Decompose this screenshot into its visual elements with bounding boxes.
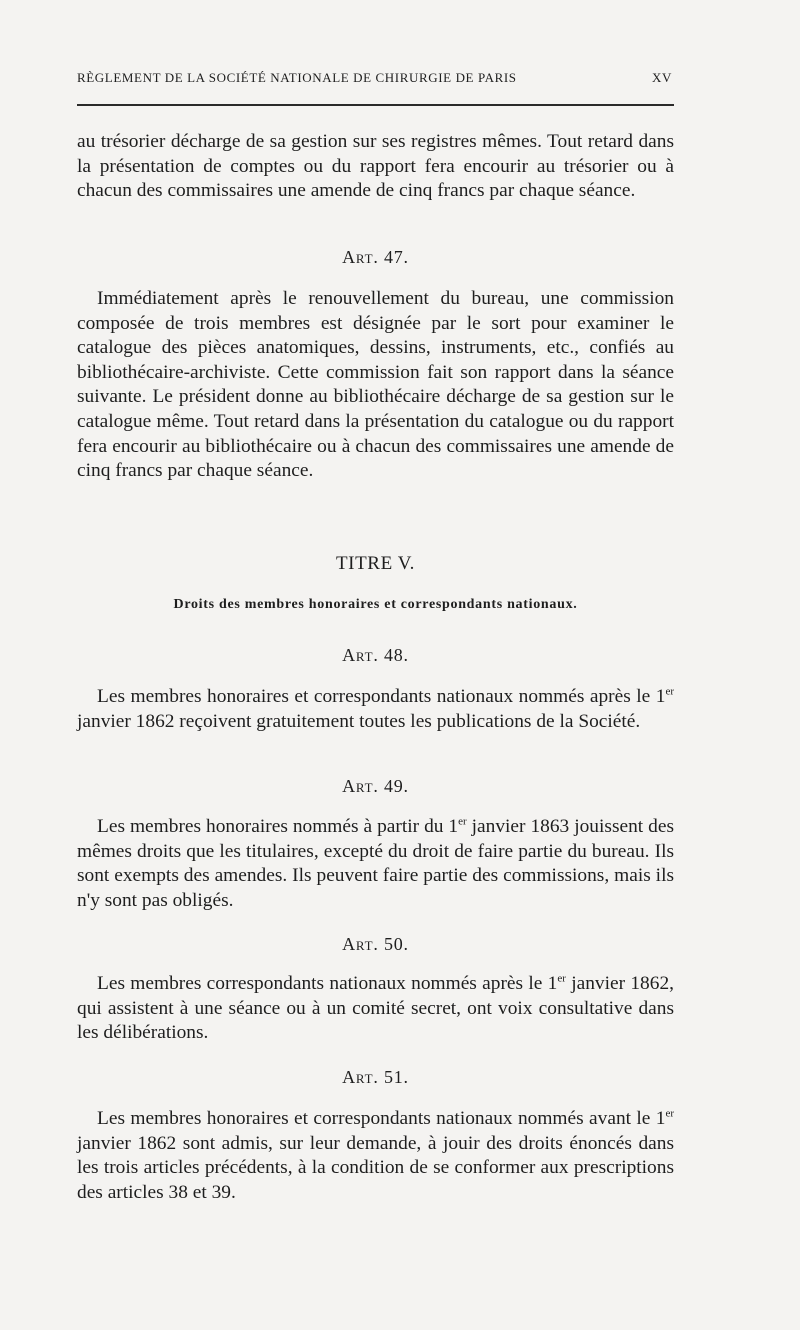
running-head [77,70,672,86]
article-51-heading: Art. 51. [342,1067,409,1087]
running-title: RÈGLEMENT DE LA SOCIÉTÉ NATIONALE DE CHIRURGIE DE PARIS [77,70,517,85]
article-51-text-b: janvier 1862 sont admis, sur leur demande, à jouir des droits énoncés dans les trois articles précédents, à la condition de se conformer aux prescriptions des articles 38 et 39. [77,1132,674,1203]
article-50-text-b: janvier 1862, qui assistent à une séance ou à un comité secret, ont voix consultative dans les délibérations. [77,973,674,1044]
article-47-text: Immédiatement après le renouvellement du bureau, une commission composée de trois membres est désignée par le sort pour examiner le catalogue des pièces anatomiques, dessins, instruments, etc., confiés au bibliothécaire-archiviste. Cette commission fait son rapport dans la séance suivante. Le président donne au bibliothécaire décharge de sa gestion sur le catalogue même. Tout retard dans la présentation du catalogue ou du rapport fera encourir au bibliothécaire ou à chacun des commissaires une amende de cinq francs par chaque séance. [77,288,674,482]
header-rule [77,104,674,106]
article-48-heading: Art. 48. [342,645,409,665]
article-49-text-a: Les membres honoraires nommés à partir du 1 [97,816,459,837]
page-number: XV [652,70,672,85]
article-48-sup: er [665,685,674,698]
article-50-text [77,972,674,1046]
article-47-heading: Art. 47. [342,247,409,267]
article-50-sup: er [557,972,566,985]
article-50-text-a: Les membres correspondants nationaux nommés après le 1 [97,973,558,994]
article-48-text-a: Les membres honoraires et correspondants nationaux nommés après le 1 [97,686,666,707]
article-49-sup: er [458,815,467,828]
article-51-sup: er [665,1107,674,1120]
article-51-text-a: Les membres honoraires et correspondants nationaux nommés avant le 1 [97,1108,666,1129]
article-49-heading: Art. 49. [342,776,409,796]
article-49-text [77,815,674,913]
article-48-text-b: janvier 1862 reçoivent gratuitement toutes les publications de la Société. [77,710,641,732]
article-49-text-b: janvier 1863 jouissent des mêmes droits que les titulaires, excepté du droit de faire partie du bureau. Ils sont exempts des amendes. Ils peuvent faire partie des commissions, mais ils n'y sont pas obligés. [77,816,674,911]
article-48-text [77,685,674,734]
article-50-heading: Art. 50. [342,934,409,954]
titre-subtitle: Droits des membres honoraires et correspondants nationaux. [173,597,578,612]
paragraph-intro: au trésorier décharge de sa gestion sur ses registres mêmes. Tout retard dans la présentation de comptes ou du rapport fera encourir au trésorier ou à chacun des commissaires une amende de cinq francs par chaque séance. [77,131,674,202]
article-51-text [77,1107,674,1205]
titre-heading: TITRE V. [335,553,416,574]
